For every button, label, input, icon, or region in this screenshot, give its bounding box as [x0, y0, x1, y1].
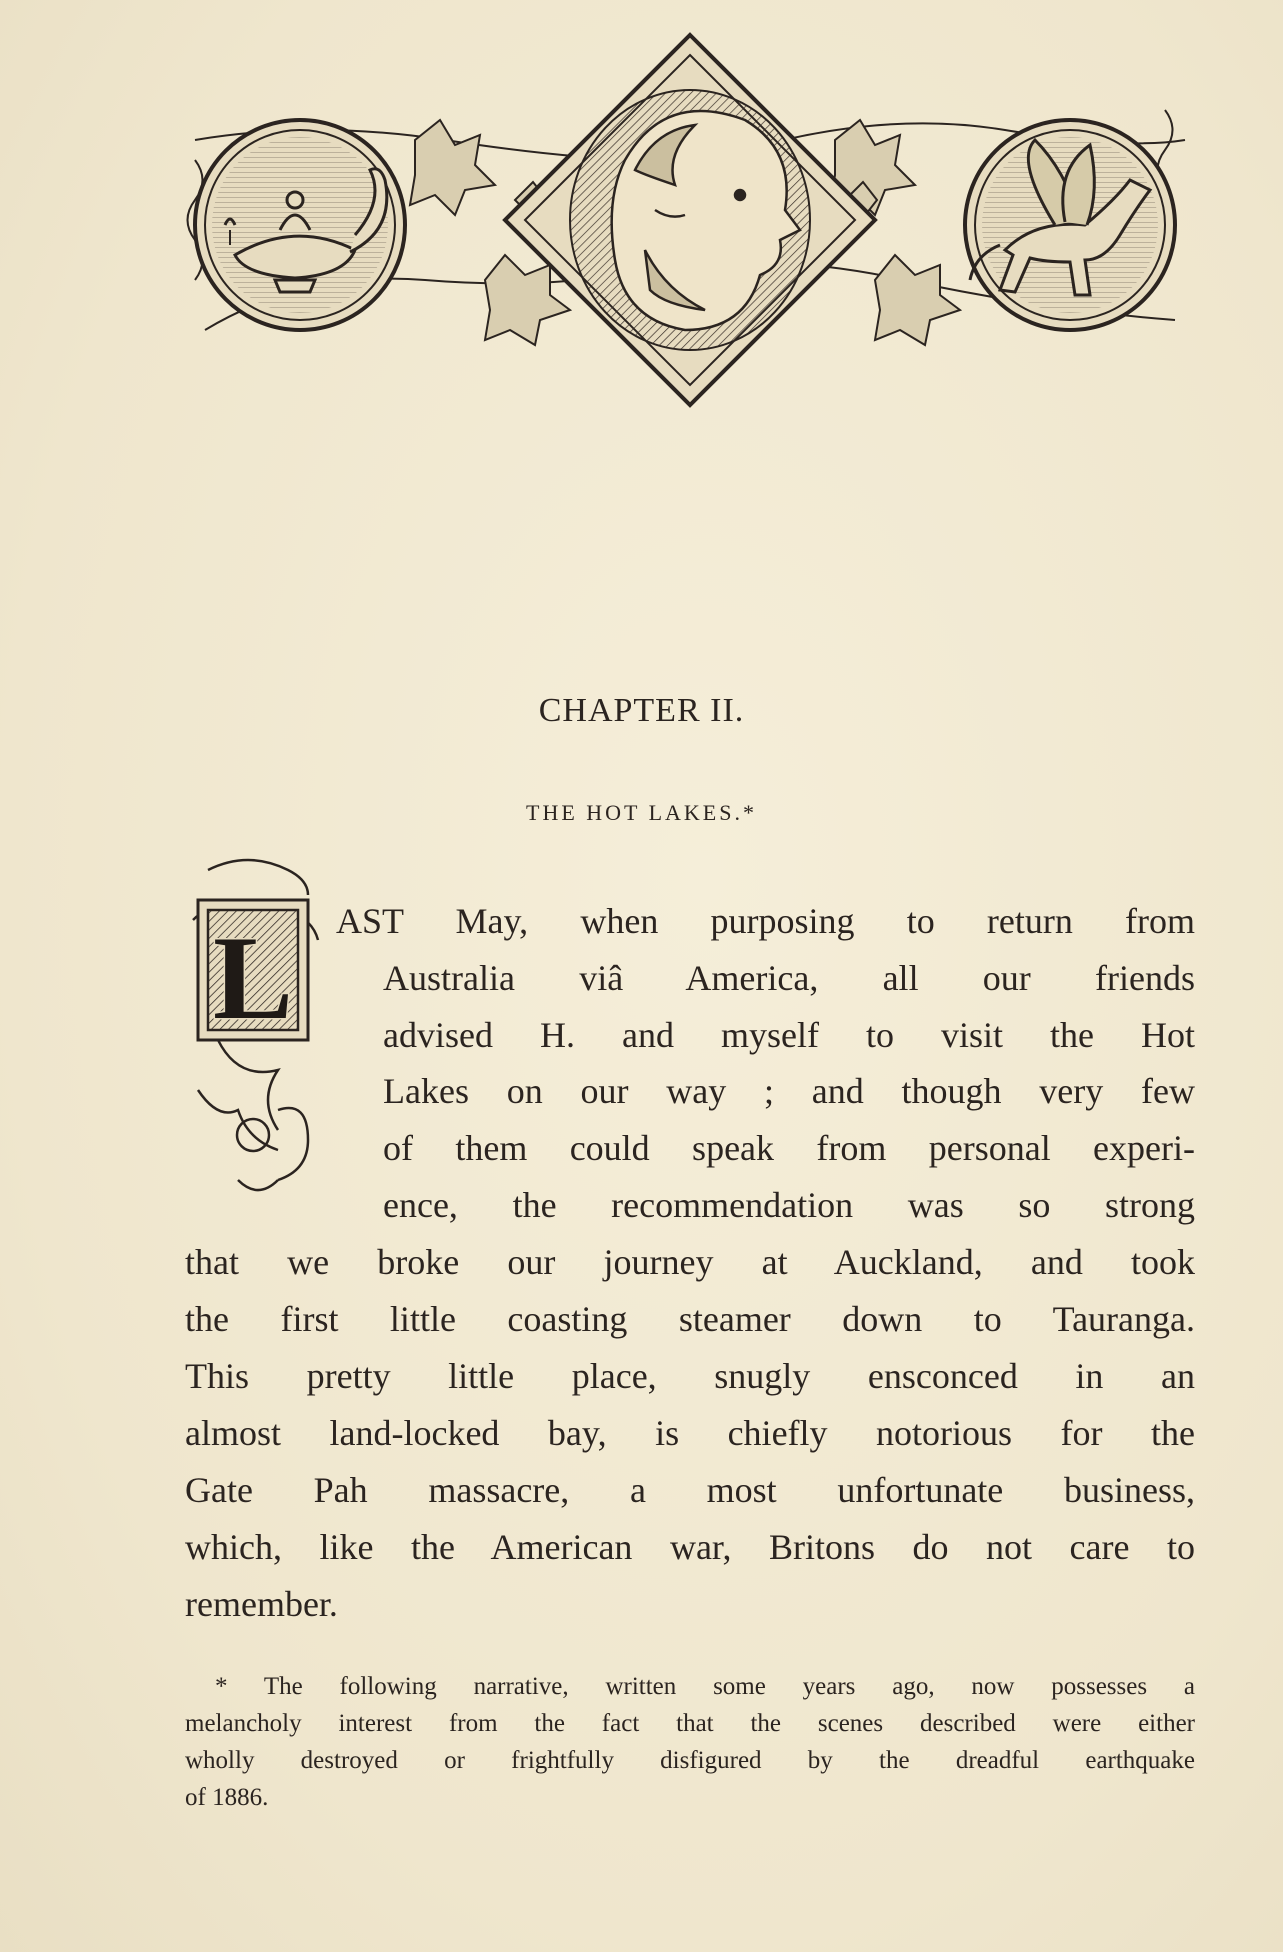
body-line: ence, the recommendation was so strong — [383, 1185, 1195, 1225]
bearded-head-diamond — [505, 35, 875, 405]
body-line: advised H. and myself to visit the Hot — [383, 1015, 1195, 1055]
body-line: Australia viâ America, all our friends — [383, 958, 1195, 998]
pegasus-medallion — [965, 120, 1175, 330]
footnote-line: melancholy interest from the fact that the scenes described were either — [185, 1710, 1195, 1737]
body-line: which, like the American war, Britons do not care to — [185, 1527, 1195, 1567]
drop-cap-ornament — [178, 850, 338, 1220]
body-line: Lakes on our way ; and though very few — [383, 1071, 1195, 1111]
body-line: the first little coasting steamer down to Tauranga. — [185, 1299, 1195, 1339]
ornamental-headpiece — [185, 30, 1195, 420]
body-line: remember. — [185, 1584, 338, 1624]
body-line: that we broke our journey at Auckland, and took — [185, 1242, 1195, 1282]
section-heading: THE HOT LAKES.* — [526, 800, 757, 825]
body-line: Gate Pah massacre, a most unfortunate business, — [185, 1470, 1195, 1510]
body-line: almost land-locked bay, is chiefly notorious for the — [185, 1413, 1195, 1453]
body-line: AST May, when purposing to return from — [336, 901, 1195, 941]
lamp-medallion — [195, 120, 405, 330]
chapter-heading: CHAPTER II. — [538, 692, 745, 729]
footnote-line: wholly destroyed or frightfully disfigured by the dreadful earthquake — [185, 1747, 1195, 1774]
footnote-line: of 1886. — [185, 1784, 269, 1811]
body-line: This pretty little place, snugly ensconced in an — [185, 1356, 1195, 1396]
footnote-line: * The following narrative, written some years ago, now possesses a — [215, 1673, 1195, 1700]
body-line: of them could speak from personal experi- — [383, 1128, 1195, 1168]
drop-cap-letter: L — [212, 911, 294, 1044]
